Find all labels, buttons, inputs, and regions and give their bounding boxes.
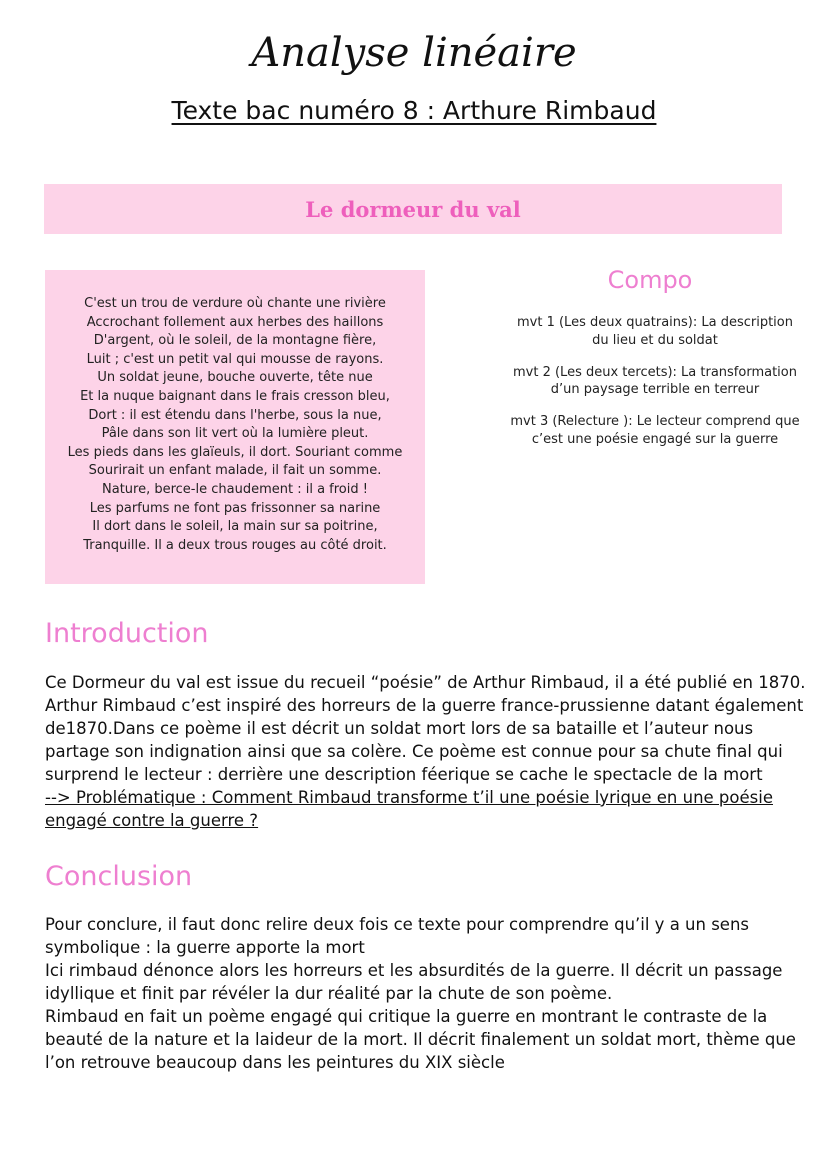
introduction-heading: Introduction [45,618,209,649]
conclusion-text [45,913,815,1074]
poem-line: Il dort dans le soleil, la main sur sa poitrine, [92,519,378,535]
problematique: --> Problématique : Comment Rimbaud transforme t’il une poésie lyrique en une poésie engagé contre la guerre ? [45,788,773,830]
conclusion-heading: Conclusion [45,861,193,892]
poem-line: Dort : il est étendu dans l'herbe, sous la nue, [88,407,382,423]
compo-mvt-2: mvt 2 (Les deux tercets): La transformation d’un paysage terrible en terreur [513,365,797,397]
poem-line: Nature, berce-le chaudement : il a froid ! [102,481,368,497]
compo-mvt-3: mvt 3 (Relecture ): Le lecteur comprend que c’est une poésie engagé sur la guerre [510,414,800,447]
poem-box [45,270,425,584]
poem-title-banner: Le dormeur du val [44,184,782,234]
conclusion-paragraph: Rimbaud en fait un poème engagé qui critique la guerre en montrant le contraste de la beauté de la nature et la laideur de la mort. Il décrit finalement un soldat mort, thème que l’on retrouve beaucoup dans les peintures du XIX siècle [45,1007,796,1072]
introduction-text [45,671,815,832]
page-title: Analyse linéaire [251,30,577,76]
introduction-body: Ce Dormeur du val est issue du recueil “poésie” de Arthur Rimbaud, il a été publié en 1870. Arthur Rimbaud c’est inspiré des horreurs de la guerre france-prussienne datant également de1870.Dans ce poème il est décrit un soldat mort lors de sa bataille et l’auteur nous partage son indignation ainsi que sa colère. Ce poème est connue pour sa chute final qui surprend le lecteur : derrière une description féerique se cache le spectacle de la mort [45,673,806,784]
poem-line: C'est un trou de verdure où chante une rivière [84,296,386,311]
poem-line: Et la nuque baignant dans le frais cresson bleu, [80,388,390,404]
poem-line: Les pieds dans les glaïeuls, il dort. Souriant comme [67,444,403,460]
conclusion-paragraph: Pour conclure, il faut donc relire deux fois ce texte pour comprendre qu’il y a un sens symbolique : la guerre apporte la mort [45,915,750,957]
compo-heading: Compo [607,266,693,294]
page-subtitle: Texte bac numéro 8 : Arthure Rimbaud [171,96,657,125]
poem-line: Luit ; c'est un petit val qui mousse de rayons. [86,351,384,367]
conclusion-paragraph: Ici rimbaud dénonce alors les horreurs et les absurdités de la guerre. Il décrit un passage idyllique et finit par révéler la dur réalité par la chute de son poème. [45,961,783,1003]
poem-line: Sourirait un enfant malade, il fait un somme. [88,463,382,479]
poem-line: D'argent, où le soleil, de la montagne fière, [93,333,377,349]
compo-mvt-1: mvt 1 (Les deux quatrains): La description du lieu et du soldat [517,315,793,348]
poem-line: Accrochant follement aux herbes des haillons [86,314,384,330]
poem-line: Les parfums ne font pas frissonner sa narine [89,500,381,516]
poem-line: Un soldat jeune, bouche ouverte, tête nue [97,370,373,386]
poem-line: Tranquille. Il a deux trous rouges au côté droit. [83,537,387,553]
poem-line: Pâle dans son lit vert où la lumière pleut. [101,426,369,442]
